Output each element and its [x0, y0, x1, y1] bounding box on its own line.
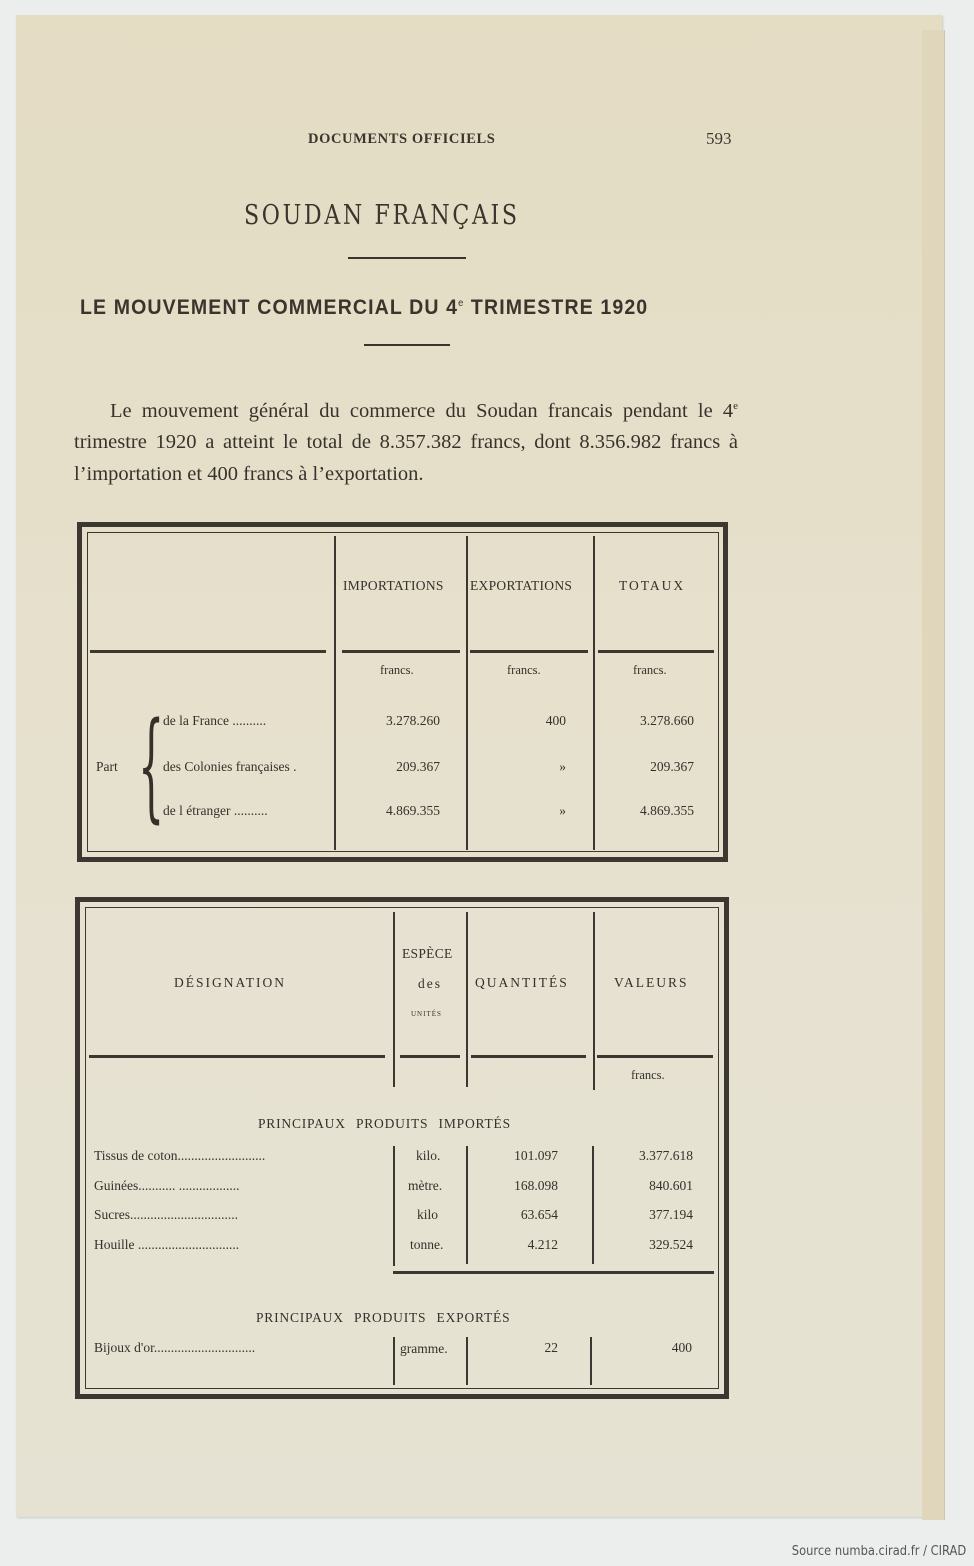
table1-header-rule — [90, 650, 326, 653]
table2-col-divider — [393, 912, 395, 1087]
section-title-text: LE MOUVEMENT COMMERCIAL DU 4 — [80, 296, 459, 319]
value: 3.377.618 — [639, 1148, 693, 1163]
col-header-importations: IMPORTATIONS — [343, 578, 444, 593]
designation: Guinées........... .................. — [94, 1178, 240, 1193]
table1-col-divider — [593, 536, 595, 850]
imports-closing-rule — [393, 1271, 714, 1274]
unit-label: francs. — [631, 1068, 665, 1082]
table2-header-rule — [597, 1055, 713, 1058]
table2-col-divider — [593, 912, 595, 1090]
row-label: des Colonies françaises . — [163, 759, 297, 774]
unit: kilo. — [416, 1148, 441, 1163]
table1-col-divider — [466, 536, 468, 850]
col-header-espece-des: des — [418, 976, 442, 991]
unit-label: francs. — [507, 663, 541, 677]
table1-header-rule — [342, 650, 460, 653]
cell-importations: 3.278.260 — [386, 713, 440, 728]
quantity: 168.098 — [514, 1178, 558, 1193]
body-paragraph — [74, 391, 738, 490]
quantity: 22 — [544, 1340, 558, 1355]
unit: mètre. — [408, 1178, 443, 1193]
table1-header-rule — [470, 650, 588, 653]
designation: Tissus de coton.......................... — [94, 1148, 266, 1163]
cell-importations: 209.367 — [396, 759, 440, 774]
section-title-sup: e — [458, 298, 465, 309]
row-label: de l étranger .......... — [163, 803, 268, 818]
col-header-designation: DÉSIGNATION — [174, 975, 286, 990]
group-label-part: Part — [96, 759, 118, 774]
cell-exportations: » — [559, 759, 566, 774]
title-rule — [348, 257, 466, 259]
section-title-text-end: TRIMESTRE 1920 — [464, 296, 649, 319]
curly-brace-icon: { — [138, 696, 165, 834]
page-title: SOUDAN FRANÇAIS — [244, 200, 520, 231]
unit: kilo — [417, 1207, 439, 1222]
bracket-line — [393, 1337, 395, 1385]
section-title — [80, 296, 648, 320]
unit-label: francs. — [380, 663, 414, 677]
page-number: 593 — [706, 129, 732, 148]
table2-header-rule — [89, 1055, 385, 1058]
bracket-line — [393, 1146, 395, 1266]
cell-totaux: 3.278.660 — [640, 713, 694, 728]
table2-col-divider — [592, 1146, 594, 1264]
value: 377.194 — [649, 1207, 693, 1222]
designation: Houille .............................. — [94, 1237, 240, 1252]
quantity: 101.097 — [514, 1148, 558, 1163]
section-heading-exports: PRINCIPAUX PRODUITS EXPORTÉS — [256, 1310, 511, 1325]
paragraph-text: Le mouvement général du commerce du Soudan francais pendant le 4 — [110, 399, 734, 422]
subtitle-rule — [364, 344, 450, 346]
row-label: de la France .......... — [163, 713, 267, 728]
table1-header-rule — [598, 650, 714, 653]
table2-header-rule — [400, 1055, 460, 1058]
unit-label: francs. — [633, 663, 667, 677]
value: 400 — [671, 1340, 692, 1355]
paragraph-sup: e — [733, 400, 738, 412]
col-header-valeurs: VALEURS — [614, 975, 689, 990]
col-header-espece-unites: UNITÉS — [411, 1010, 442, 1018]
table2-col-divider — [466, 1146, 468, 1264]
value: 840.601 — [649, 1178, 693, 1193]
cell-importations: 4.869.355 — [386, 803, 440, 818]
page-edge — [922, 30, 945, 1520]
designation: Bijoux d'or.............................. — [94, 1340, 256, 1355]
cell-exportations: 400 — [545, 713, 566, 728]
col-header-espece: ESPÈCE — [402, 946, 453, 961]
source-caption: Source numba.cirad.fr / CIRAD — [791, 1543, 966, 1559]
cell-totaux: 4.869.355 — [640, 803, 694, 818]
table2-col-divider — [466, 912, 468, 1087]
col-header-exportations: EXPORTATIONS — [470, 578, 573, 593]
unit: tonne. — [410, 1237, 444, 1252]
table2-header-rule — [471, 1055, 586, 1058]
quantity: 4.212 — [527, 1237, 558, 1252]
table1-col-divider — [334, 536, 336, 850]
paragraph-text-end: trimestre 1920 a atteint le total de 8.357.382 francs, dont 8.356.982 francs à l’importation et 400 francs à l’exportation. — [74, 431, 738, 485]
running-title: DOCUMENTS OFFICIELS — [308, 131, 496, 147]
section-heading-imports: PRINCIPAUX PRODUITS IMPORTÉS — [258, 1116, 511, 1131]
col-header-quantites: QUANTITÉS — [475, 975, 569, 990]
cell-totaux: 209.367 — [650, 759, 694, 774]
col-header-totaux: TOTAUX — [619, 578, 686, 593]
quantity: 63.654 — [520, 1207, 558, 1222]
table2-col-divider — [590, 1337, 592, 1385]
value: 329.524 — [649, 1237, 693, 1252]
table2-col-divider — [466, 1337, 468, 1385]
designation: Sucres................................ — [94, 1207, 238, 1222]
unit: gramme. — [400, 1341, 448, 1356]
cell-exportations: » — [559, 803, 566, 818]
